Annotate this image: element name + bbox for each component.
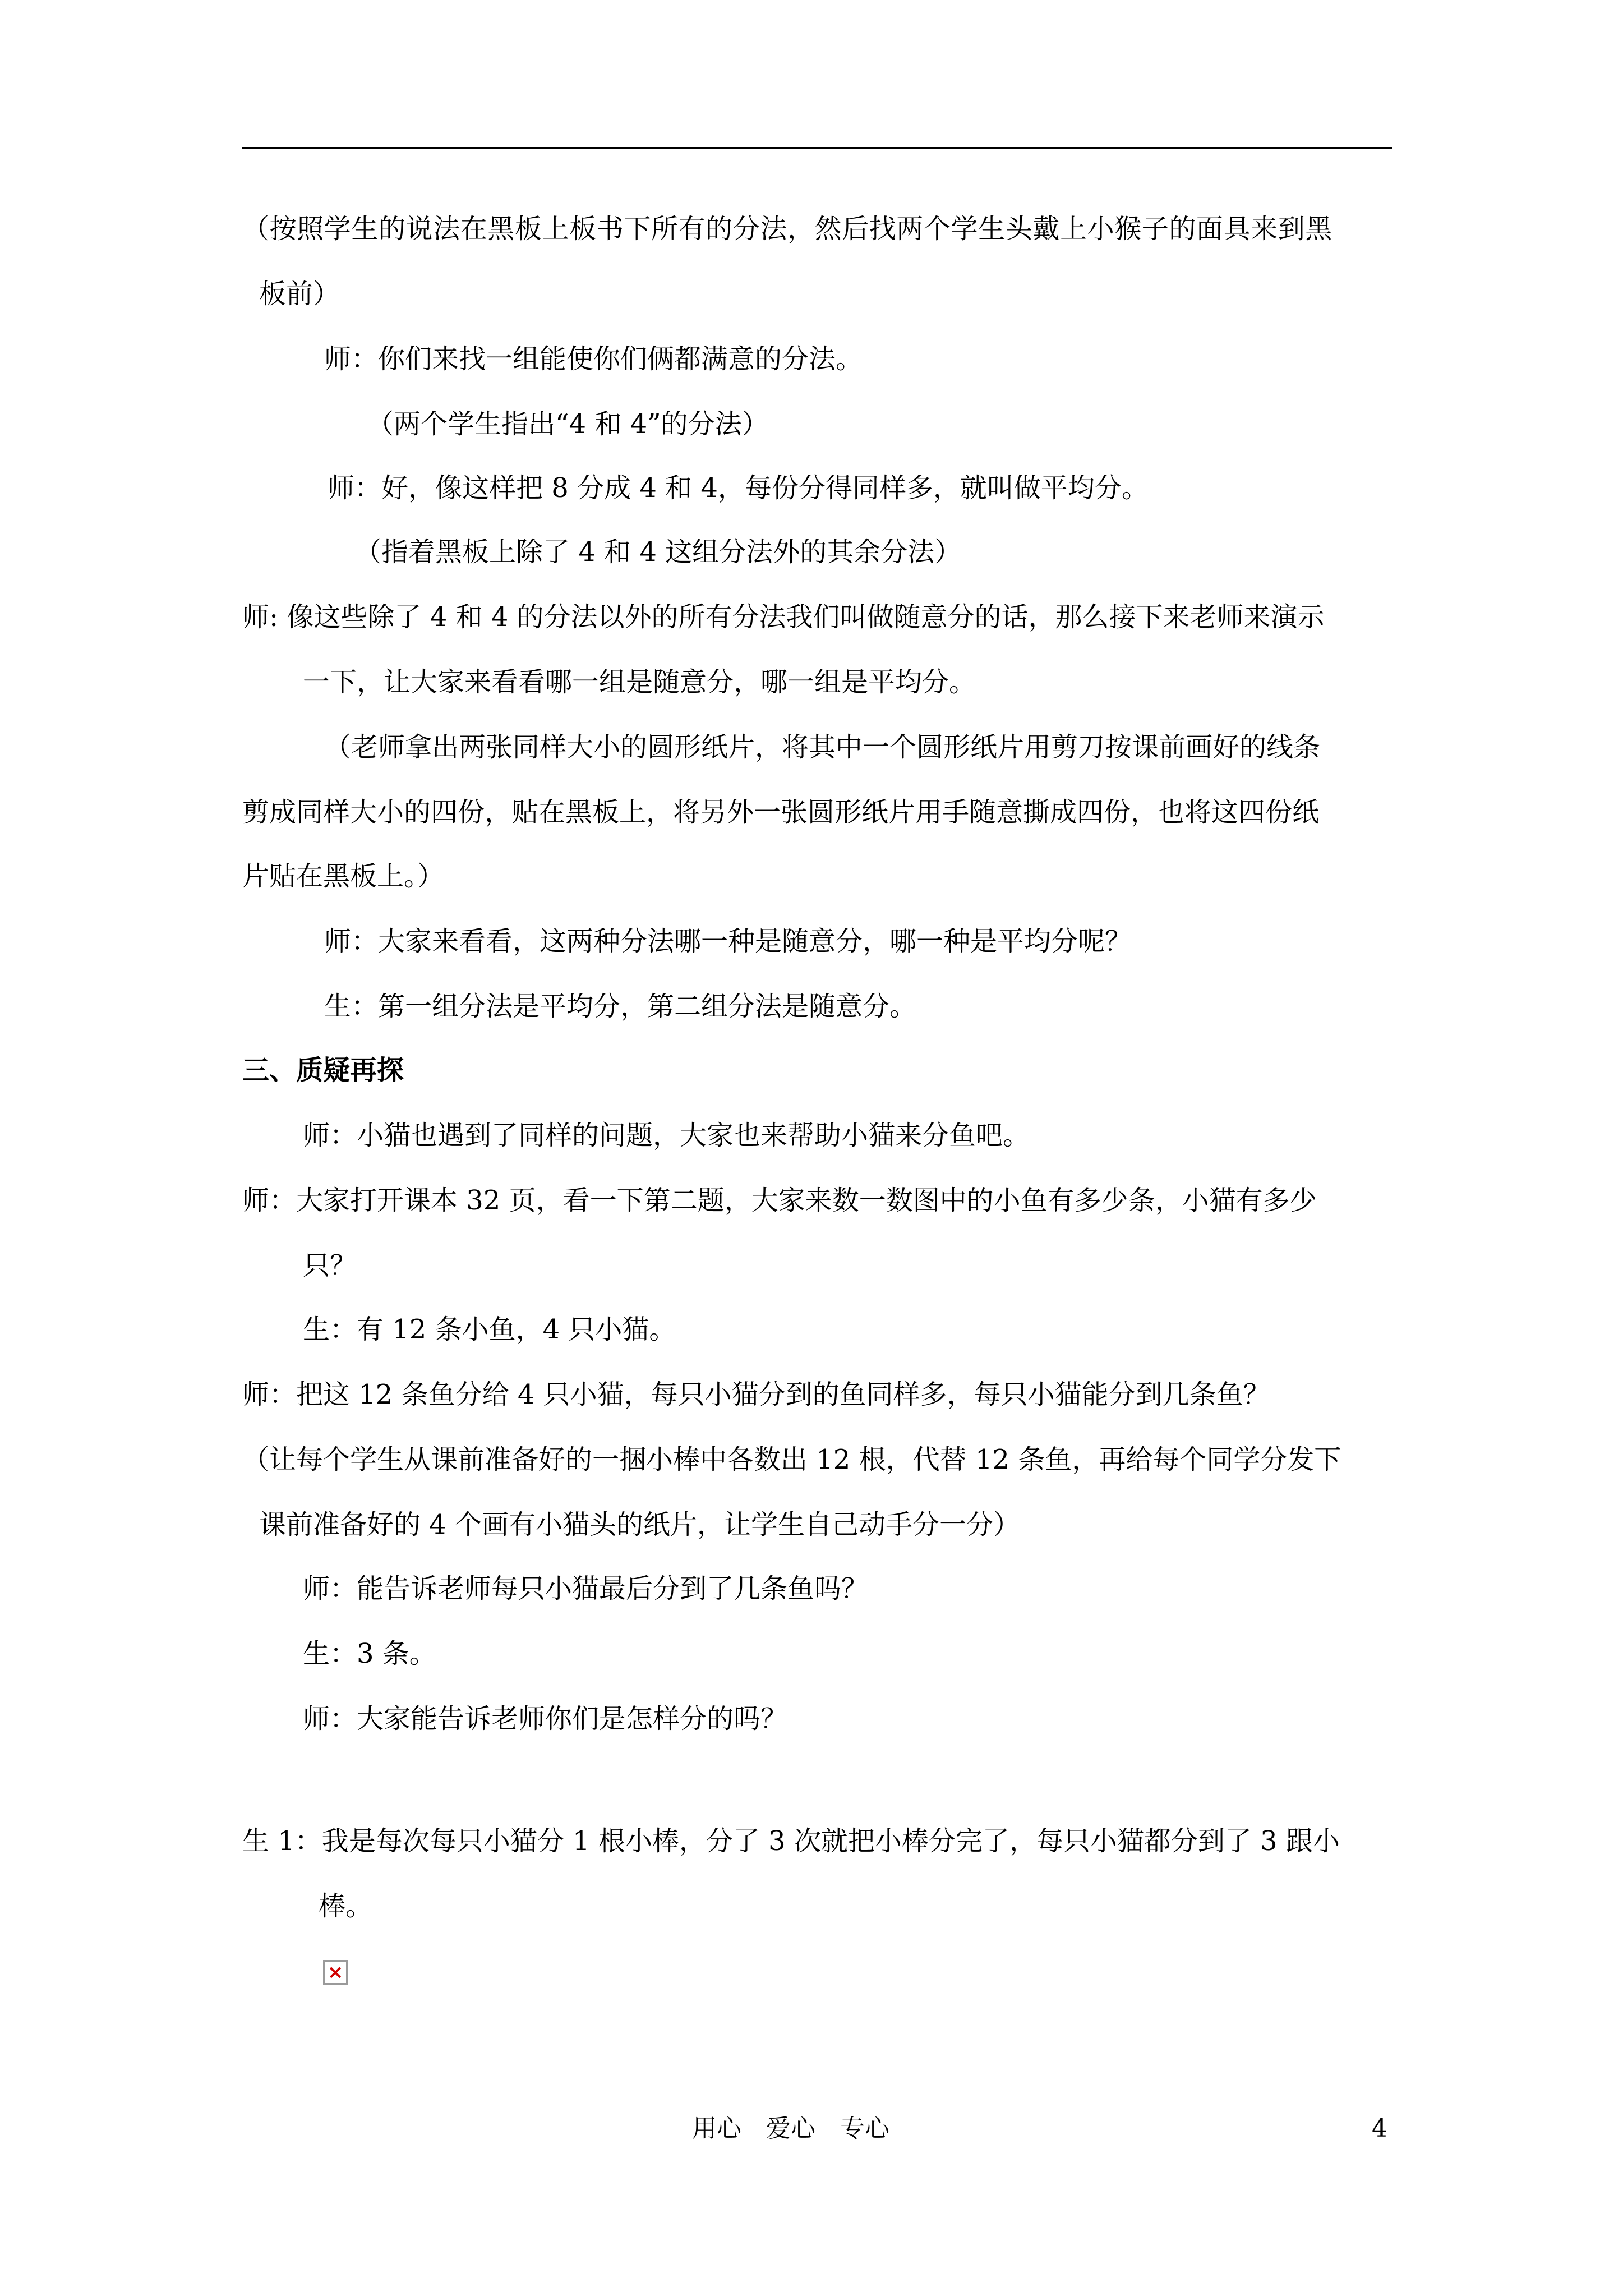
text-line: 师：大家来看看，这两种分法哪一种是随意分，哪一种是平均分呢？ [324, 926, 1132, 957]
text-line: （老师拿出两张同样大小的圆形纸片，将其中一个圆形纸片用剪刀按课前画好的线条 [324, 731, 1321, 763]
text-line: 师：能告诉老师每只小猫最后分到了几条鱼吗？ [303, 1573, 869, 1604]
text-line: 师：把这 12 条鱼分给 4 只小猫，每只小猫分到的鱼同样多，每只小猫能分到几条鱼？ [242, 1379, 1270, 1410]
text-line: 棒。 [319, 1890, 373, 1922]
text-line: （两个学生指出“4 和 4”的分法） [367, 408, 769, 440]
text-line: 师：大家打开课本 32 页，看一下第二题，大家来数一数图中的小鱼有多少条，小猫有多少 [242, 1185, 1317, 1216]
text-line: 生 1：我是每次每只小猫分 1 根小棒，分了 3 次就把小棒分完了，每只小猫都分到了 3 跟小 [242, 1825, 1340, 1857]
text-line: 只？ [303, 1250, 357, 1281]
text-line: 剪成同样大小的四份，贴在黑板上，将另外一张圆形纸片用手随意撕成四份，也将这四份纸 [242, 797, 1320, 828]
text-line: （指着黑板上除了 4 和 4 这组分法外的其余分法） [354, 536, 962, 568]
text-line: 生：有 12 条小鱼，4 只小猫。 [303, 1314, 676, 1345]
text-line: 生：3 条。 [303, 1638, 436, 1669]
text-line: 师：小猫也遇到了同样的问题，大家也来帮助小猫来分鱼吧。 [303, 1120, 1030, 1151]
text-line: （让每个学生从课前准备好的一捆小棒中各数出 12 根，代替 12 条鱼，再给每个同学分发下 [242, 1444, 1341, 1475]
page-number: 4 [1372, 2114, 1387, 2143]
text-line: 片贴在黑板上。） [242, 861, 445, 892]
broken-image-icon: × [323, 1960, 348, 1985]
text-line: 板前） [259, 278, 340, 310]
text-line: 师：大家能告诉老师你们是怎样分的吗？ [303, 1703, 788, 1734]
text-line: 师：好，像这样把 8 分成 4 和 4，每份分得同样多，就叫做平均分。 [328, 472, 1149, 504]
text-line: （按照学生的说法在黑板上板书下所有的分法，然后找两个学生头戴上小猴子的面具来到黑 [242, 213, 1333, 245]
text-line: 生：第一组分法是平均分，第二组分法是随意分。 [324, 991, 917, 1022]
footer-motto: 用心 爱心 专心 [692, 2114, 889, 2143]
text-line: 师：你们来找一组能使你们俩都满意的分法。 [324, 343, 863, 375]
text-line: 师: 像这些除了 4 和 4 的分法以外的所有分法我们叫做随意分的话，那么接下来老师来演示 [242, 601, 1325, 633]
section-heading: 三、质疑再探 [242, 1055, 404, 1086]
text-line: 课前准备好的 4 个画有小猫头的纸片，让学生自己动手分一分） [259, 1509, 1021, 1540]
text-line: 一下，让大家来看看哪一组是随意分，哪一组是平均分。 [303, 666, 976, 698]
header-rule [242, 147, 1392, 149]
